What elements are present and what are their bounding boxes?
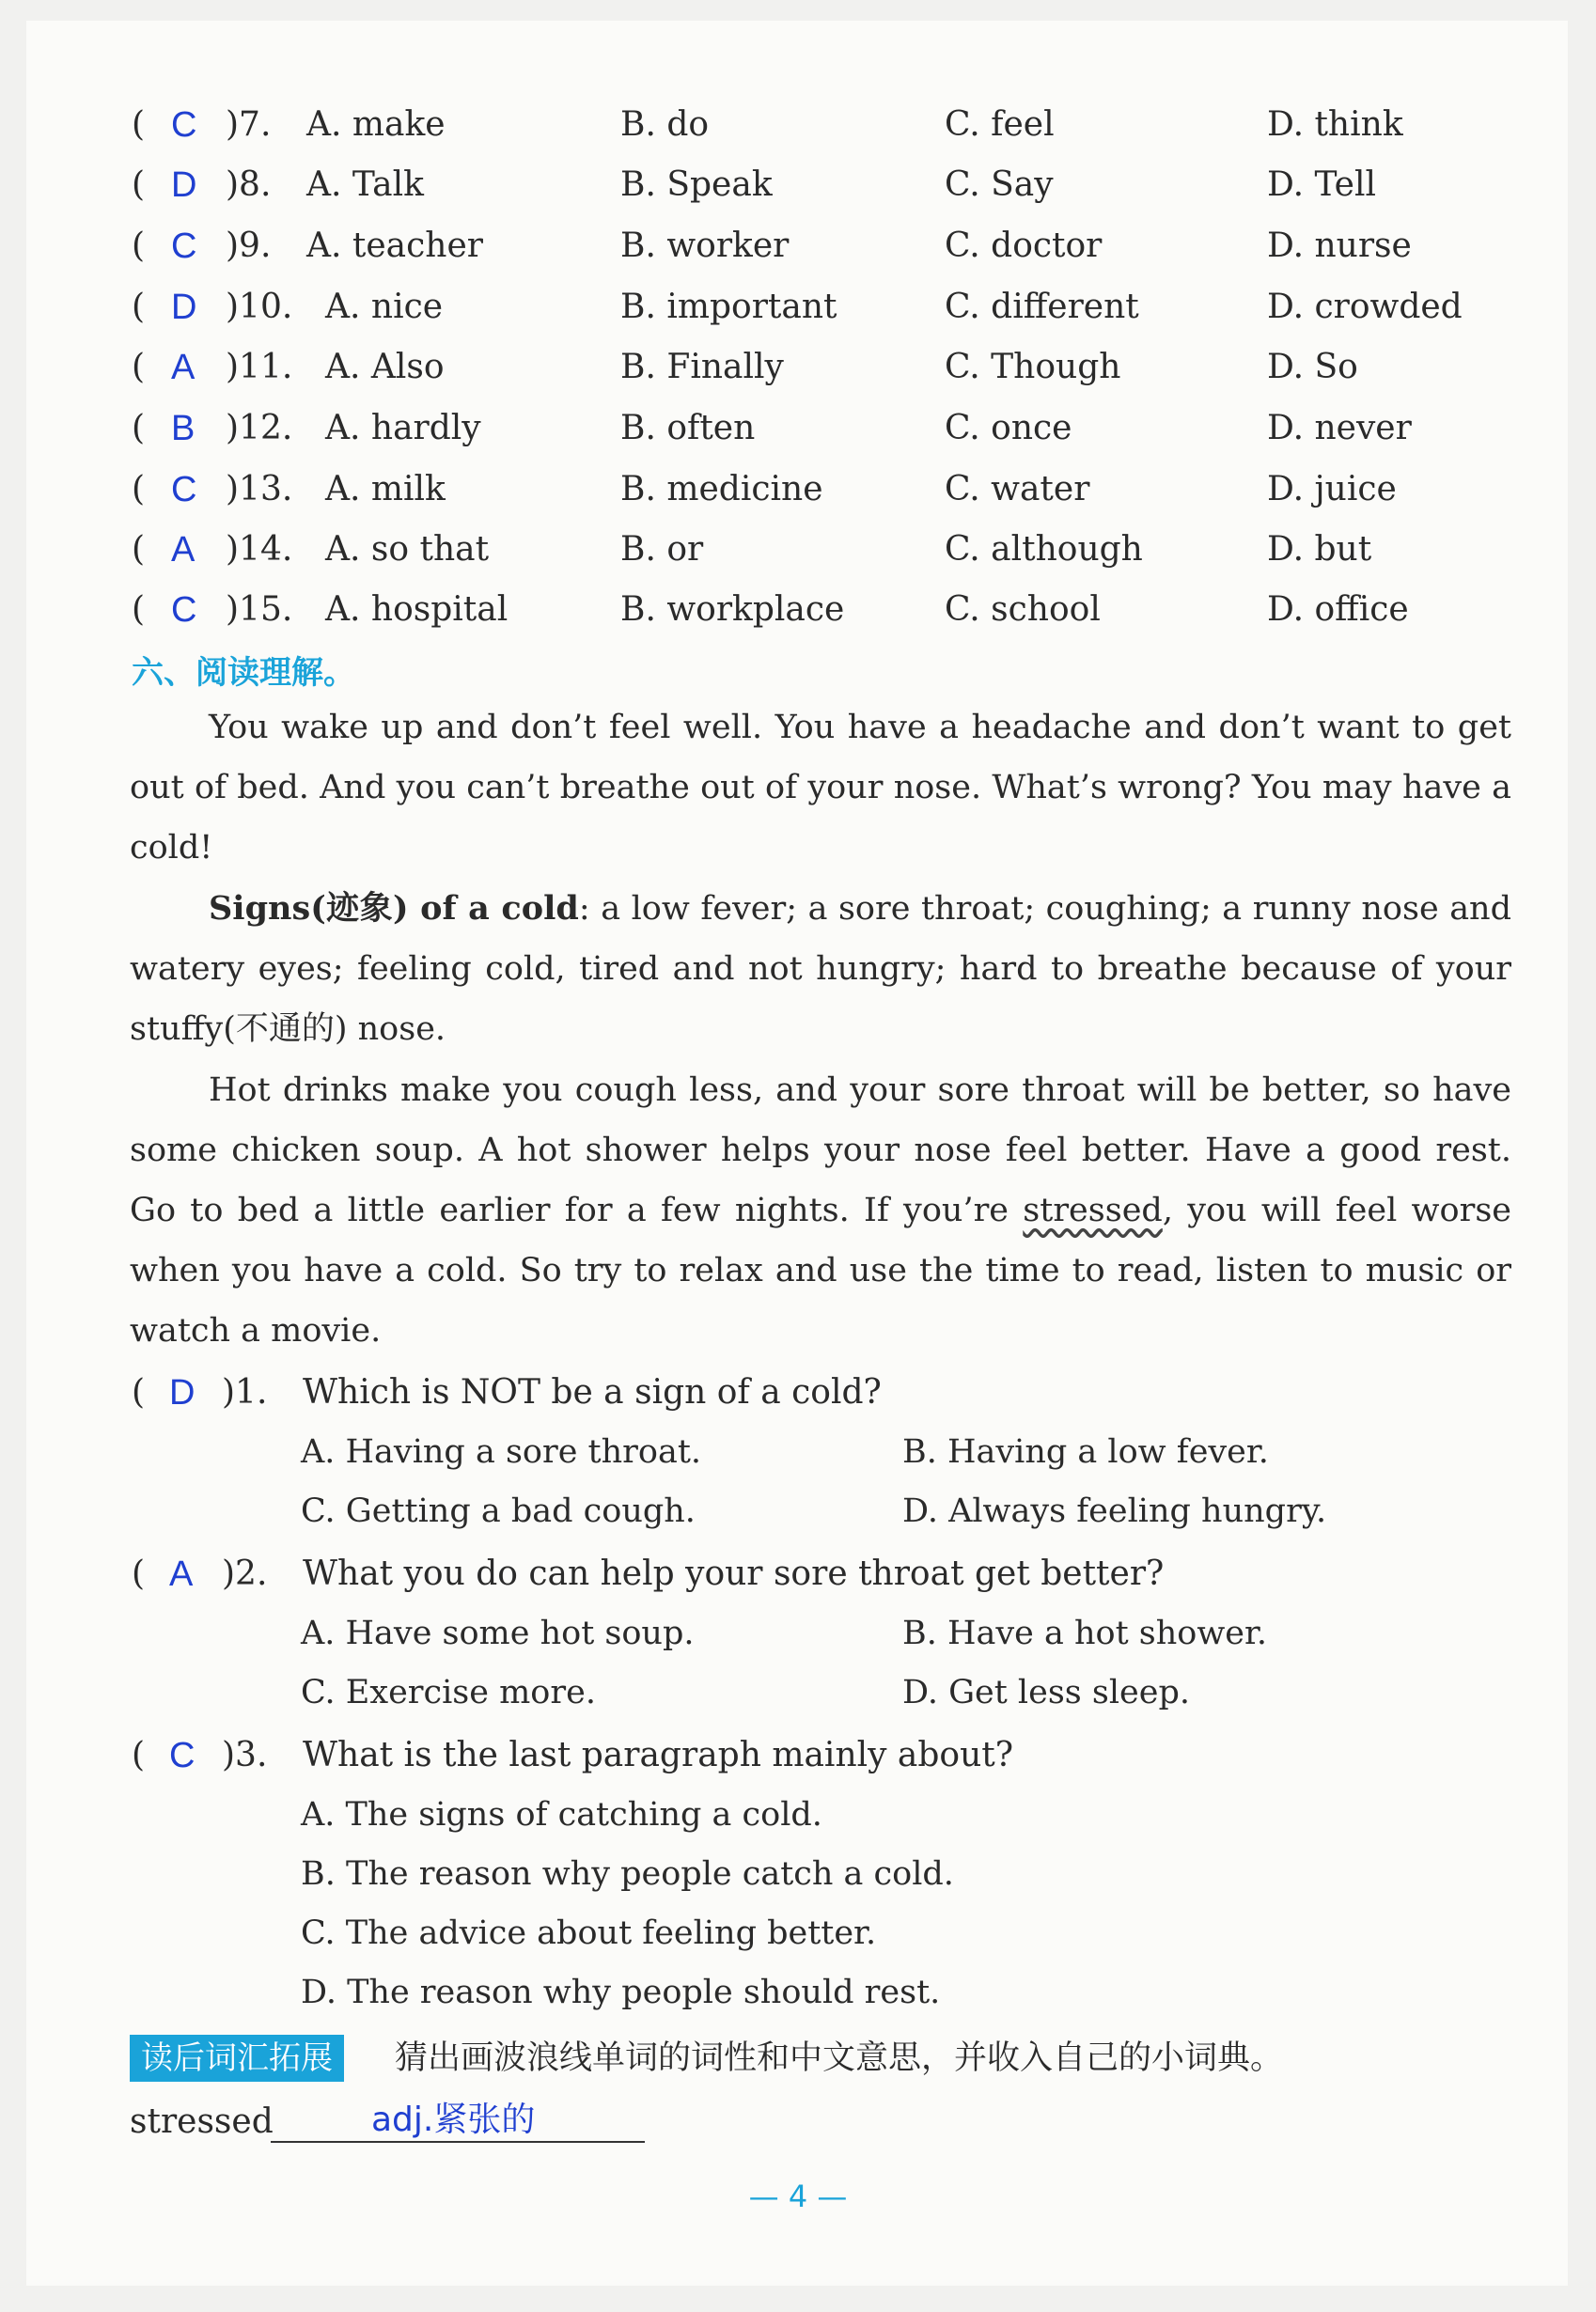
question-number: )9. [226,227,272,265]
option-d: D. never [1267,409,1412,447]
vocab-extension-label: 读后词汇拓展 [130,2035,344,2082]
answer: D [169,1373,196,1413]
question-1 [132,1365,1504,1421]
option-a: A. teacher [306,227,483,265]
option-d: D. but [1267,530,1372,569]
option-d: D. office [1267,590,1409,629]
option-b: B. do [620,105,710,144]
q3-option-d: D. The reason why people should rest. [301,1974,941,2011]
answer: C [169,1736,196,1775]
answer: C [171,470,197,509]
q2-option-d: D. Get less sleep. [902,1674,1190,1711]
cloze-row-10 [132,279,1504,336]
question-number: )12. [226,409,293,447]
answer: C [171,227,197,266]
passage-paragraph-2 [130,879,1511,1059]
option-d: D. nurse [1267,227,1412,265]
question-text: What you do can help your sore throat get better? [303,1554,1165,1593]
q2-option-a: A. Have some hot soup. [301,1615,695,1652]
p3-after: , you will feel worse when you have a cold. So try to relax and use the time to read, listen to music or watch a movie. [130,1192,1511,1350]
paren: ( [132,409,146,447]
question-number: )13. [226,470,293,508]
option-c: C. different [945,288,1139,326]
paren: ( [132,165,146,204]
option-d: D. juice [1267,470,1397,508]
section-title: 六、阅读理解。 [132,654,355,692]
signs-text: : a low fever; a sore throat; coughing; a runny nose and watery eyes; feeling cold, tired and not hungry; hard to breathe because of your stuffy(不通的) nose. [130,890,1512,1048]
cloze-row-7 [132,97,1504,153]
option-b: B. worker [620,227,790,265]
option-c: C. feel [945,105,1055,144]
option-a: A. nice [325,288,444,326]
option-b: B. Speak [620,165,773,204]
option-a: A. milk [325,470,446,508]
vocab-word: stressed [130,2102,274,2141]
p3-before: Hot drinks make you cough less, and your sore throat will be better, so have some chicken soup. A hot shower helps your nose feel better. Have a good rest. Go to bed a little earlier for a few nights. If you’re [130,1071,1511,1229]
option-c: C. Though [945,348,1121,386]
question-number: )1. [222,1373,268,1412]
paren: ( [132,590,146,629]
q1-option-d: D. Always feeling hungry. [902,1492,1327,1530]
page-number: — 4 — [748,2179,848,2214]
option-a: A. hardly [325,409,481,447]
question-number: )10. [226,288,293,326]
q3-option-c: C. The advice about feeling better. [301,1914,877,1952]
option-c: C. doctor [945,227,1103,265]
cloze-row-14 [132,522,1504,578]
q2-option-c: C. Exercise more. [301,1674,596,1711]
question-number: )11. [226,348,293,386]
answer: A [171,348,196,387]
paren: ( [132,348,146,386]
answer: D [171,165,197,205]
option-b: B. Finally [620,348,784,386]
q1-option-a: A. Having a sore throat. [301,1433,702,1471]
paren: ( [132,105,146,144]
paren: ( [132,288,146,326]
option-c: C. water [945,470,1090,508]
cloze-row-13 [132,461,1504,518]
cloze-row-15 [132,582,1504,638]
paren: ( [132,1373,146,1412]
option-a: A. hospital [325,590,509,629]
cloze-row-11 [132,339,1504,396]
q2-option-b: B. Have a hot shower. [902,1615,1268,1652]
option-b: B. or [620,530,704,569]
cloze-row-8 [132,157,1504,213]
option-d: D. crowded [1267,288,1463,326]
option-c: C. Say [945,165,1054,204]
answer: D [171,288,197,327]
option-a: A. so that [325,530,490,569]
question-2 [132,1546,1504,1602]
option-c: C. once [945,409,1072,447]
wavy-word: stressed [1023,1192,1163,1229]
q1-option-c: C. Getting a bad cough. [301,1492,696,1530]
question-text: Which is NOT be a sign of a cold? [303,1373,882,1412]
paren: ( [132,470,146,508]
answer: C [171,590,197,630]
option-d: D. So [1267,348,1358,386]
passage-paragraph-1: You wake up and don’t feel well. You have a headache and don’t want to get out of bed. And you can’t breathe out of your nose. What’s wrong? You may have a cold! [130,709,1511,867]
paren: ( [132,1554,146,1593]
answer: A [171,530,196,570]
paren: ( [132,227,146,265]
option-a: A. make [306,105,446,144]
vocab-answer: adj.紧张的 [371,2101,536,2139]
question-number: )7. [226,105,272,144]
option-b: B. medicine [620,470,823,508]
q3-option-b: B. The reason why people catch a cold. [301,1855,954,1893]
option-b: B. workplace [620,590,845,629]
option-a: A. Also [325,348,445,386]
question-number: )2. [222,1554,268,1593]
option-c: C. school [945,590,1101,629]
answer: A [169,1554,194,1594]
option-d: D. Tell [1267,165,1377,204]
question-3 [132,1727,1504,1784]
question-number: )8. [226,165,272,204]
question-number: )14. [226,530,293,569]
signs-heading: Signs(迹象) of a cold [209,889,579,928]
cloze-row-9 [132,218,1504,274]
question-number: )15. [226,590,293,629]
question-number: )3. [222,1736,268,1774]
option-d: D. think [1267,105,1403,144]
paren: ( [132,530,146,569]
option-c: C. although [945,530,1143,569]
cloze-row-12 [132,400,1504,457]
vocab-extension-instruction: 猜出画波浪线单词的词性和中文意思，并收入自己的小词典。 [395,2039,1284,2077]
option-b: B. important [620,288,837,326]
question-text: What is the last paragraph mainly about? [303,1736,1014,1774]
q1-option-b: B. Having a low fever. [902,1433,1269,1471]
option-a: A. Talk [306,165,424,204]
paren: ( [132,1736,146,1774]
answer: C [171,105,197,145]
passage-paragraph-3 [130,1060,1511,1361]
answer: B [171,409,196,448]
q3-option-a: A. The signs of catching a cold. [301,1796,822,1834]
option-b: B. often [620,409,756,447]
